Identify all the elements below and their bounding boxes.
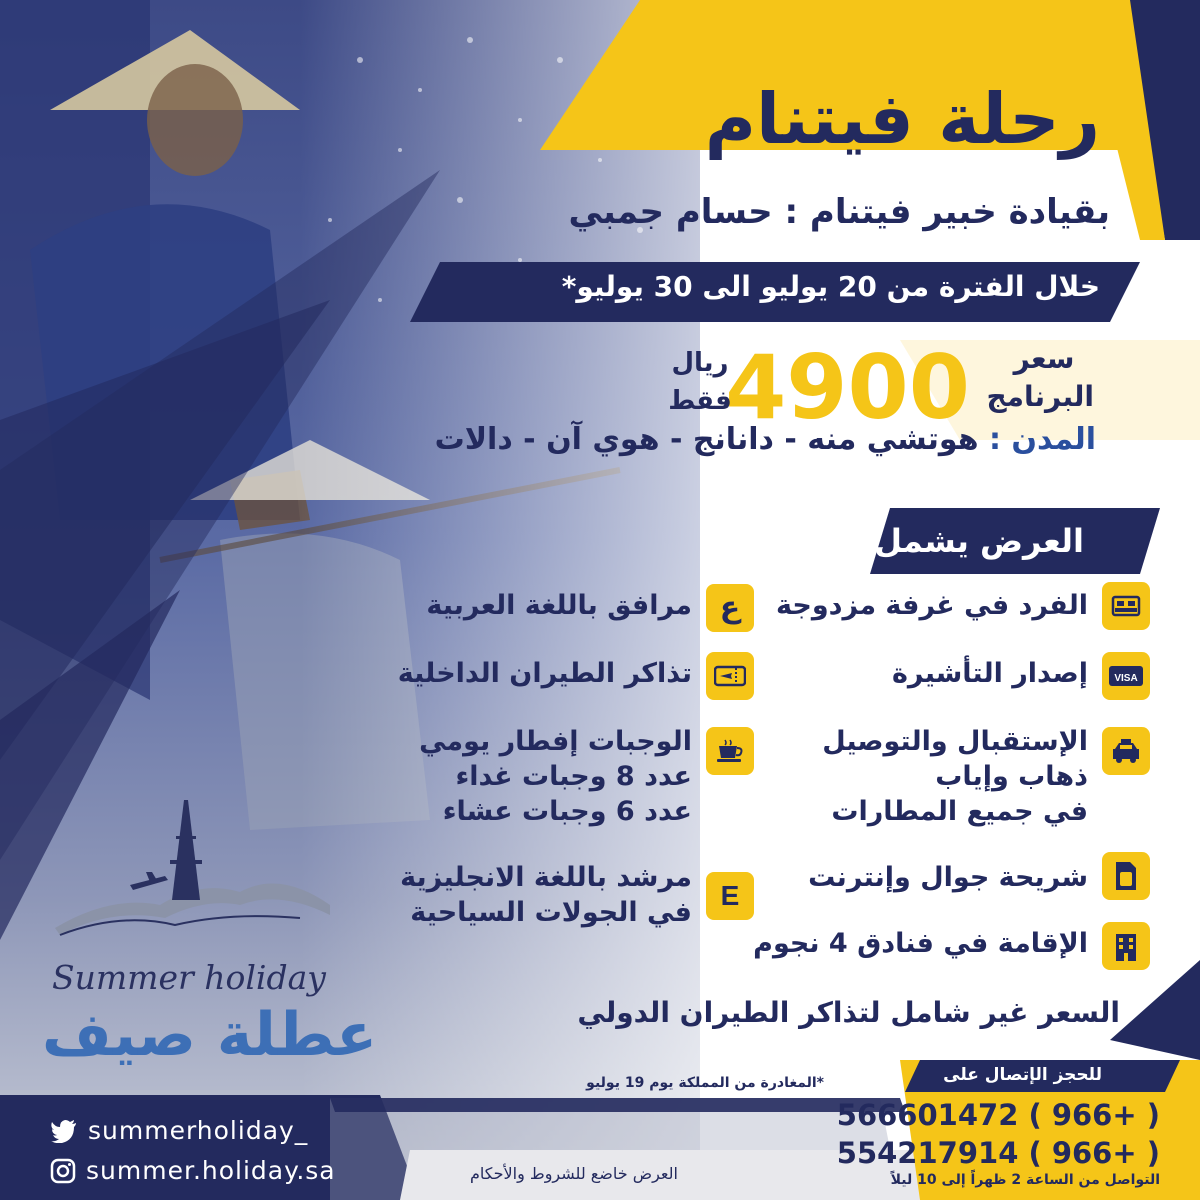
departure-note: *المغادرة من المملكة يوم 19 يوليو bbox=[586, 1075, 824, 1091]
includes-title: العرض يشمل bbox=[874, 522, 1084, 560]
price-label-line1: سعر bbox=[1013, 342, 1075, 375]
sim-card-icon bbox=[1102, 852, 1150, 900]
guide-line1: مرشد باللغة الانجليزية bbox=[400, 862, 692, 893]
include-english-guide bbox=[400, 860, 692, 930]
includes-banner bbox=[840, 510, 1130, 580]
twitter-handle-text: summerholiday_ bbox=[88, 1116, 309, 1145]
meals-line1: الوجبات إفطار يومي bbox=[419, 726, 692, 757]
include-arabic-companion: مرافق باللغة العربية bbox=[426, 590, 692, 621]
currency-line2: فقط bbox=[668, 386, 732, 416]
instagram-handle[interactable] bbox=[50, 1156, 336, 1185]
twitter-handle[interactable] bbox=[50, 1116, 308, 1145]
currency-line1: ريال bbox=[671, 348, 729, 378]
transfer-line3: في جميع المطارات bbox=[831, 796, 1088, 827]
instagram-icon bbox=[50, 1158, 76, 1184]
include-airport-transfer bbox=[822, 724, 1088, 829]
price-exclusion-note: السعر غير شامل لتذاكر الطيران الدولي bbox=[577, 996, 1120, 1029]
terms-note: العرض خاضع للشروط والأحكام bbox=[470, 1164, 678, 1183]
hotel-icon bbox=[1102, 922, 1150, 970]
transfer-line2: ذهاب وإياب bbox=[935, 761, 1088, 792]
meals-line2: عدد 8 وجبات غداء bbox=[455, 761, 692, 792]
cities-list: هوتشي منه - دانانج - هوي آن - دالات bbox=[434, 422, 979, 457]
trip-leader: بقيادة خبير فيتنام : حسام جمبي bbox=[568, 192, 1110, 232]
english-letter-glyph: E bbox=[720, 880, 740, 911]
include-domestic-flights: تذاكر الطيران الداخلية bbox=[397, 658, 692, 689]
ticket-icon bbox=[706, 652, 754, 700]
phone-number-1[interactable]: 566601472 ( 966+ ) bbox=[836, 1098, 1160, 1132]
taxi-icon bbox=[1102, 727, 1150, 775]
price-amount: 4900 bbox=[725, 336, 970, 439]
cities-label: المدن : bbox=[988, 422, 1096, 457]
price-label bbox=[986, 340, 1094, 416]
include-meals bbox=[419, 724, 692, 829]
phone-number-2[interactable]: 554217914 ( 966+ ) bbox=[836, 1136, 1160, 1170]
meals-line3: عدد 6 وجبات عشاء bbox=[442, 796, 692, 827]
logo-english: Summer holiday bbox=[52, 958, 326, 997]
visa-badge: VISA bbox=[1114, 673, 1138, 684]
logo-arabic: عطلة صيف bbox=[42, 1000, 378, 1070]
include-hotel-4-stars: الإقامة في فنادق 4 نجوم bbox=[753, 928, 1088, 959]
visa-icon bbox=[1102, 652, 1150, 700]
twitter-icon bbox=[50, 1119, 78, 1143]
trip-period: خلال الفترة من 20 يوليو الى 30 يوليو* bbox=[561, 270, 1100, 303]
coffee-cup-icon bbox=[706, 727, 754, 775]
trip-title: رحلة فيتنام bbox=[704, 78, 1100, 160]
booking-title: للحجز الإتصال على bbox=[943, 1065, 1102, 1085]
guide-line2: في الجولات السياحية bbox=[410, 897, 692, 928]
english-letter-icon bbox=[706, 872, 754, 920]
contact-hours: التواصل من الساعة 2 ظهراً إلى 10 ليلاً bbox=[890, 1172, 1160, 1188]
transfer-line1: الإستقبال والتوصيل bbox=[822, 726, 1088, 757]
cities bbox=[435, 422, 1096, 457]
price-currency bbox=[665, 344, 735, 420]
arabic-letter-icon bbox=[706, 584, 754, 632]
instagram-handle-text: summer.holiday.sa bbox=[86, 1156, 336, 1185]
price-label-line2: البرنامج bbox=[986, 380, 1094, 413]
include-visa: إصدار التأشيرة bbox=[891, 658, 1088, 689]
arabic-letter-glyph: ع bbox=[719, 590, 741, 625]
bed-icon bbox=[1102, 582, 1150, 630]
booking-banner bbox=[902, 1060, 1152, 1094]
include-sim-card: شريحة جوال وإنترنت bbox=[808, 862, 1088, 893]
include-single-double-room: الفرد في غرفة مزدوجة bbox=[776, 590, 1088, 621]
